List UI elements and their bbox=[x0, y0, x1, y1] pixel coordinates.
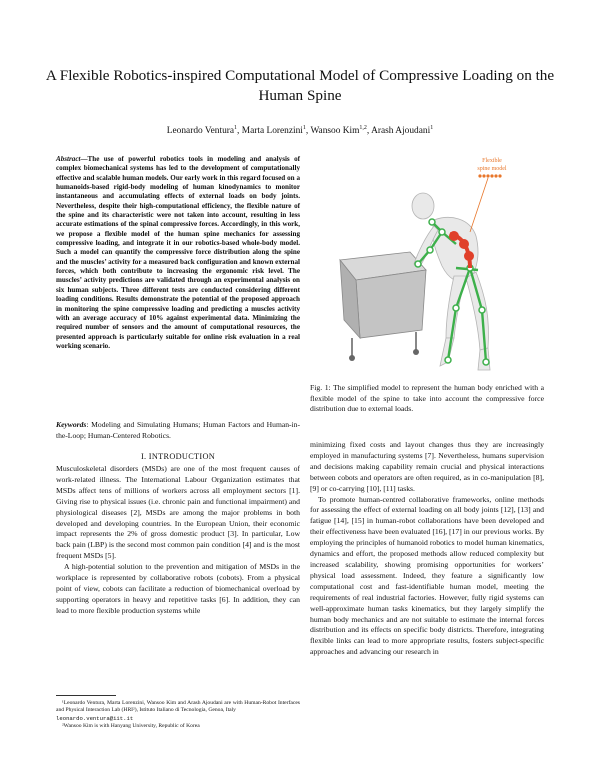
author-affiliation: 1 bbox=[302, 125, 306, 131]
paragraph: A high-potential solution to the prevention and mitigation of MSDs in the workplace is represented by collaborative robots (cobots). From a physical point of view, cobots can facilitate a reduction of biomechanical overload by supporting operators in heavy and repetitive tasks [6]. In addition, they can lead to more flexible production systems while bbox=[56, 562, 300, 615]
paragraph: Musculoskeletal disorders (MSDs) are one of the most frequent causes of work-related illness. The International Labour Organization estimates that MSDs affect tens of millions of workers across all employment sectors [1]. Giving rise to physical issues (i.e. chronic pain and functional impairment) and physiological diseases [2], MSDs are among the major problems in both developed and developing countries. In the European Union, their economic impact represents the 2% of gross domestic product [3]. In particular, Low back pain (LBP) is the second most common pain condition [4] and is the most frequent MSDs [5]. bbox=[56, 464, 300, 561]
footnotes bbox=[56, 700, 300, 730]
abstract-label: Abstract bbox=[56, 155, 81, 163]
section-heading: I. INTRODUCTION bbox=[140, 452, 216, 461]
author-affiliation: 1,2 bbox=[359, 125, 367, 131]
intro-text bbox=[56, 464, 300, 688]
abstract bbox=[56, 155, 300, 351]
footnote-rule bbox=[56, 695, 116, 696]
figure-caption: Fig. 1: The simplified model to represent the human body enriched with a flexible model of the spine to take into account the compressive force distribution due to external loads. bbox=[310, 383, 544, 414]
keywords-label: Keywords bbox=[56, 420, 87, 429]
paragraph: minimizing fixed costs and layout changes thus they are increasingly employed in manufacturing systems [7]. Nevertheless, humans supervision and decisions making capability remain crucial and physical interactions between cobots and operators are often required, as in co-manipulation [8], [9] or co-carrying [10], [11] tasks. bbox=[310, 440, 544, 493]
author-email: leonardo.ventura@iit.it bbox=[56, 714, 134, 722]
author-affiliation: 1 bbox=[234, 125, 238, 131]
author-list: Leonardo Ventura$^1$, Marta Lorenzini$^1$, Wansoo Kim$^{1,2}$, Arash Ajoudani$^1$ bbox=[166, 125, 434, 137]
annotation-line-2: spine model bbox=[477, 166, 507, 172]
right-column-text bbox=[310, 440, 544, 750]
author-name: Arash Ajoudani bbox=[371, 126, 431, 137]
paragraph: To promote human-centred collaborative frameworks, online methods for assessing the effect of external loading on all body joints [12], [13] and fatigue [14], [15] in human-robot collaborations have been developed and their effectiveness have been evaluated [16], [17] in our previous works. By employing the principles of humanoid robotics to model human kinematics, dynamics and effort, the proposed methods allow reduced complexity but increased scalability, showing promising opportunities for workers’ physical load assessment. Indeed, they feature a significantly low computational cost and fast-identifiable human model, meeting the requirements of real industrial factories. However, fully rigid systems can well-approximate human tasks kinematics, but they largely simplify the human body mechanics and are not suitable to estimate the internal forces distribution and its effects on specific body districts. Therefore, integrating flexible links can lead to more appropriate results, fosters subject-specific approaches and advancing our research in bbox=[310, 494, 544, 657]
spine-annotation bbox=[470, 158, 507, 232]
paper-title: A Flexible Robotics-inspired Computational Model of Compressive Loading on the Human Spine bbox=[45, 67, 555, 104]
author-affiliation: 1 bbox=[430, 125, 434, 131]
footnote-2: ²Wansoo Kim is with Hanyang University, Republic of Korea bbox=[62, 722, 200, 729]
figure-1 bbox=[330, 148, 530, 376]
keywords-text: : Modeling and Simulating Humans; Human Factors and Human-in-the-Loop; Human-Centered Robotics. bbox=[56, 420, 300, 440]
footnote-1-text: ¹Leonardo Ventura, Marta Lorenzini, Wansoo Kim and Arash Ajoudani are with Human-Robot Interfaces and Physical Interaction Lab (HRI²), Istituto Italiano di Tecnologia, Genoa, Italy bbox=[56, 700, 300, 714]
annotation-line-1: Flexible bbox=[482, 158, 502, 164]
keywords bbox=[56, 420, 300, 441]
box-cart bbox=[340, 252, 426, 361]
author-name: Leonardo Ventura bbox=[166, 126, 235, 137]
abstract-text: —The use of powerful robotics tools in modeling and analysis of complex biomechanical systems has led to the development of computationally effective and scalable human models. Our early work in this regard focused on a humanoids-based rigid-body modeling of human kinodynamics to monitor instantaneous and accumulating effects of external loads on body joints. Nevertheless, despite their high-computational efficiency, the flexible nature of the spine and its characteristic were not taken into account, resulting in less accurate estimations of the spinal compressive forces. Accordingly, in this work, we propose a flexible model of the human spine mechanics for assessing compressive loading, and integrate it in our robotics-based whole-body model. Such a model can quantify the compressive force distribution along the spine and the muscles’ activity for a measured back configuration and known external forces, which both contribute to increasing the ergonomic risk level. The muscles’ activity predictions are validated through an experimental analysis on six human subjects. Three different tests are conducted considering different loading conditions. Results demonstrate the potential of the proposed approach in monitoring the spine compressive loading and predicting a muscles activity with an average accuracy of 10% against experimental data. Minimizing the required number of sensors and the amount of computational resources, the presented approach is particularly suitable for online risk evaluation in a real working scenario. bbox=[56, 155, 300, 350]
footnote-1 bbox=[56, 700, 300, 723]
author-name: Marta Lorenzini bbox=[241, 126, 303, 137]
author-name: Wansoo Kim bbox=[310, 126, 360, 137]
